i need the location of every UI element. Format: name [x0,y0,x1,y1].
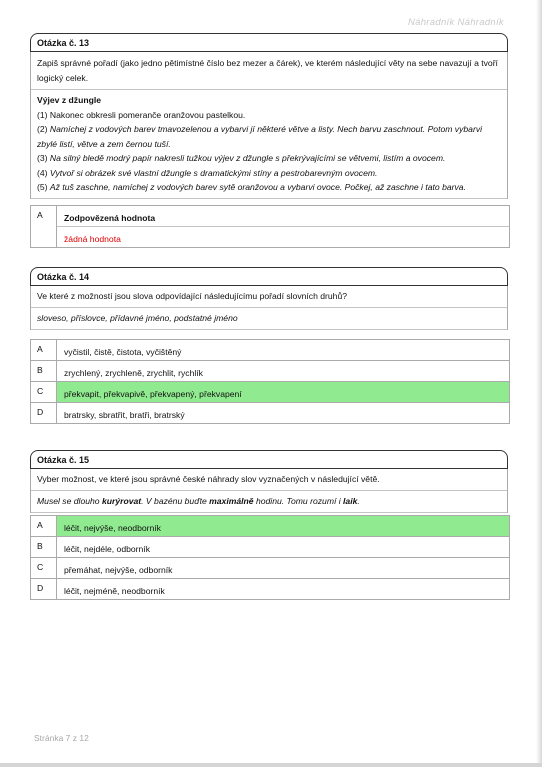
passage-line [37,151,501,166]
header-watermark: Náhradník Náhradník [407,17,504,28]
line-number: (4) [37,167,48,178]
highlighted-word: maximálně [209,495,254,506]
question-15-sentence [31,491,507,514]
option-letter: D [31,403,57,423]
page-bottom-shadow [0,763,542,767]
question-14-title: Otázka č. 14 [30,267,508,286]
answer-label: Zodpovězená hodnota [57,206,509,227]
answer-row [31,206,509,248]
question-14 [30,267,508,330]
line-text: Nakonec obkresli pomeranče oranžovou pastelkou. [49,109,246,120]
line-text: Na silný bledě modrý papír nakresli tužkou výjev z džungle s překrývajícími se větvemi, listím a ovocem. [49,153,446,163]
passage-line [37,166,501,181]
question-14-options [30,339,510,424]
line-number: (5) [37,182,48,192]
option-c[interactable] [31,382,509,403]
option-b[interactable] [31,537,509,558]
answer-value: žádná hodnota [64,234,121,244]
question-14-prompt: Ve které z možností jsou slova odpovídající následujícímu pořadí slovních druhů? [31,286,507,308]
page-edge-shadow [536,0,542,767]
option-a[interactable] [31,516,509,537]
option-letter: C [31,382,57,402]
option-d[interactable] [31,579,509,600]
option-a[interactable] [31,340,509,361]
answer-cells [57,206,509,247]
highlighted-word: laik [343,495,358,506]
option-letter: A [31,516,57,536]
question-13-body [30,52,508,199]
question-15-title: Otázka č. 15 [30,450,508,469]
question-15-body [30,469,508,513]
passage-line [37,122,501,151]
line-text: Vytvoř si obrázek své vlastní džungle s dramatickými stíny a pestrobarevným ovocem. [49,167,378,178]
option-c[interactable] [31,558,509,579]
passage-line [37,108,501,123]
option-letter: B [31,537,57,557]
question-14-body [30,286,508,330]
page-number: Stránka 7 z 12 [34,733,89,743]
question-13-title: Otázka č. 13 [30,33,508,52]
option-text: vyčistil, čistě, čistota, vyčištěný [64,347,182,357]
line-text: Až tuš zaschne, namíchej z vodových barev sytě oranžovou a vybarvi ovoce. Počkej, až zaschne i tato barva. [49,182,466,192]
answer-letter: A [31,206,57,247]
question-13-prompt: Zapiš správné pořadí (jako jedno pětimístné číslo bez mezer a čárek), ve kterém následující věty na sebe navazují a tvoří logický celek. [31,52,507,90]
option-text: přemáhat, nejvýše, odborník [64,565,173,575]
option-text: zrychlený, zrychleně, zrychlit, rychlík [64,368,203,378]
line-number: (2) [37,124,48,134]
question-15-prompt: Vyber možnost, ve které jsou správné české náhrady slov vyznačených v následující větě. [31,469,507,491]
line-number: (1) [37,109,48,120]
passage-title: Výjev z džungle [37,95,101,105]
highlighted-word: kurýrovat [101,495,142,506]
question-14-sequence: sloveso, příslovce, přídavné jméno, podstatné jméno [31,308,507,331]
option-text: léčit, nejméně, neodborník [64,586,165,596]
option-text: léčit, nejdéle, odborník [64,544,150,554]
passage-line [37,180,501,195]
question-13 [30,33,508,199]
question-13-answer-table [30,205,510,248]
sentence-part: . [357,495,360,506]
option-text: léčit, nejvýše, neodborník [57,516,509,536]
option-b[interactable] [31,361,509,382]
option-letter: C [31,558,57,578]
sentence-part: . V bazénu buďte [141,495,210,506]
question-15-options [30,515,510,600]
question-13-passage [31,90,507,199]
option-text: překvapit, překvapivě, překvapený, překvapení [57,382,509,402]
option-text: bratrsky, sbratřit, bratři, bratrský [64,410,185,420]
option-letter: B [31,361,57,381]
option-letter: A [31,340,57,360]
option-letter: D [31,579,57,599]
sentence-part: Musel se dlouho [37,495,102,506]
sentence-part: hodinu. Tomu rozumí i [253,495,344,506]
question-15 [30,450,508,513]
line-text: Namíchej z vodových barev tmavozelenou a vybarvi jí některé větve a listy. Nech barvu zaschnout. Potom vybarvi zbylé listí, větve a zem černou tuší. [37,124,483,149]
line-number: (3) [37,153,48,163]
option-d[interactable] [31,403,509,424]
